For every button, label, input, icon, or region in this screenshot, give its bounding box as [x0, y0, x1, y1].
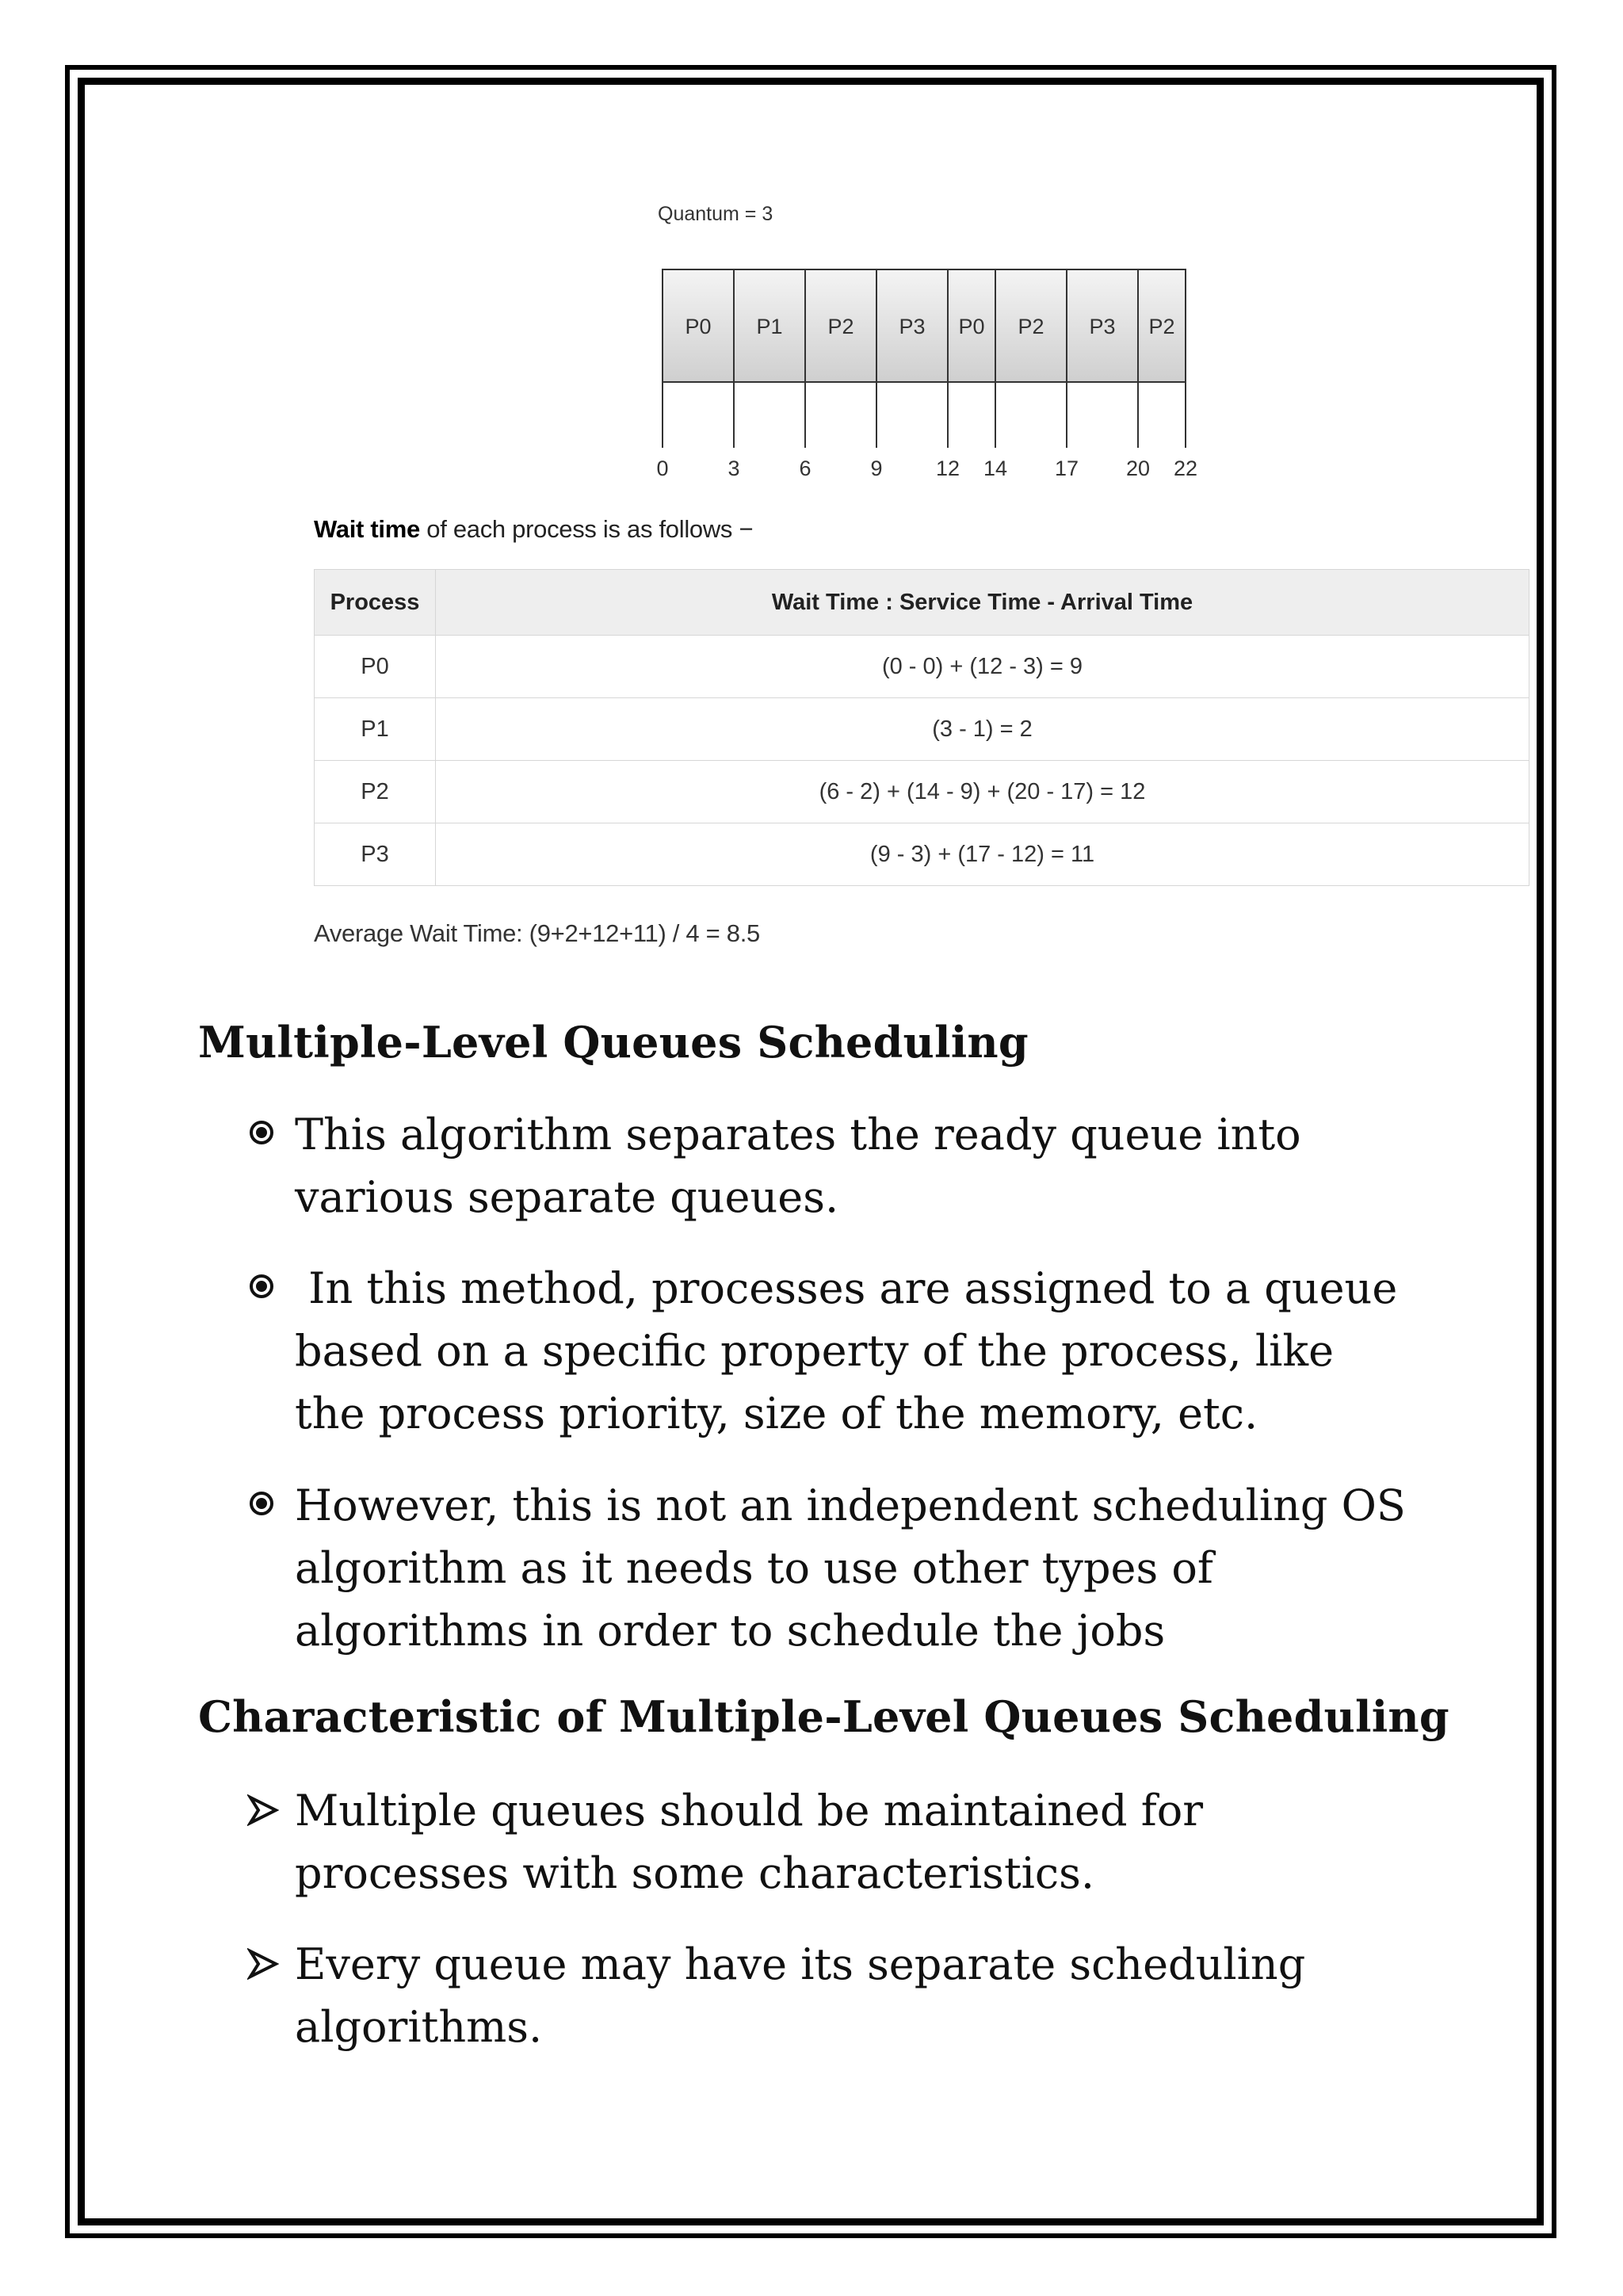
bullet-line: processes with some characteristics.	[295, 1848, 1095, 1898]
gantt-segment-label: P2	[1148, 315, 1175, 338]
bullet-line: based on a specific property of the process, like	[295, 1326, 1335, 1376]
gantt-segment-label: P0	[685, 315, 712, 338]
bullet-line: algorithms.	[295, 2002, 543, 2052]
gantt-tick-label: 9	[870, 457, 883, 480]
process-cell: P0	[315, 636, 436, 698]
bullet-line: Multiple queues should be maintained for	[295, 1786, 1204, 1836]
section-heading-mlq: Multiple-Level Queues Scheduling	[198, 1017, 1029, 1068]
gantt-title: Quantum = 3	[658, 203, 773, 225]
gantt-segment-label: P3	[899, 315, 926, 338]
table-header-row	[315, 570, 1529, 636]
bullet-line: In this method, processes are assigned to a queue	[295, 1263, 1398, 1313]
gantt-tick-label: 22	[1173, 457, 1198, 480]
gantt-segment-label: P0	[958, 315, 985, 338]
gantt-tick-label: 3	[727, 457, 740, 480]
bullet-line: Every queue may have its separate scheduling	[295, 1939, 1306, 1989]
bullet-item	[295, 1257, 1499, 1445]
wait-time-rest: of each process is as follows −	[419, 515, 754, 543]
bullet-line: algorithm as it needs to use other types of	[295, 1543, 1213, 1593]
arrow-bullet-icon	[247, 1948, 279, 1980]
table-row	[315, 636, 1529, 698]
wait-time-cell: (9 - 3) + (17 - 12) = 11	[436, 823, 1529, 886]
radio-bullet-icon	[250, 1274, 273, 1298]
gantt-tick-label: 17	[1054, 457, 1079, 480]
gantt-tick-label: 6	[799, 457, 812, 480]
wait-time-cell: (0 - 0) + (12 - 3) = 9	[436, 636, 1529, 698]
bullet-item	[295, 1103, 1499, 1228]
gantt-segment-label: P2	[827, 315, 854, 338]
process-cell: P1	[315, 698, 436, 761]
bullet-item	[295, 1474, 1499, 1662]
average-wait-time: Average Wait Time: (9+2+12+11) / 4 = 8.5	[314, 919, 760, 947]
arrow-bullet-icon	[247, 1794, 279, 1826]
wait-time-cell: (3 - 1) = 2	[436, 698, 1529, 761]
gantt-segment-label: P3	[1089, 315, 1116, 338]
wait-time-cell: (6 - 2) + (14 - 9) + (20 - 17) = 12	[436, 761, 1529, 823]
bullet-item	[295, 1933, 1499, 2058]
gantt-chart	[0, 0, 1623, 507]
section-heading-characteristic: Characteristic of Multiple-Level Queues Scheduling	[198, 1691, 1449, 1742]
wait-time-table	[314, 569, 1529, 886]
wait-time-intro	[314, 515, 753, 544]
header-process: Process	[315, 570, 436, 636]
gantt-tick-label: 12	[935, 457, 960, 480]
bullet-line: the process priority, size of the memory, etc.	[295, 1389, 1258, 1438]
bullet-line: This algorithm separates the ready queue into	[295, 1110, 1301, 1159]
process-cell: P3	[315, 823, 436, 886]
radio-bullet-icon	[250, 1492, 273, 1515]
gantt-segment-label: P1	[756, 315, 783, 338]
table-row	[315, 698, 1529, 761]
table-row	[315, 823, 1529, 886]
gantt-tick-label: 0	[656, 457, 669, 480]
gantt-tick-label: 14	[983, 457, 1008, 480]
gantt-tick-label: 20	[1125, 457, 1151, 480]
wait-time-bold: Wait time	[314, 515, 420, 543]
process-cell: P2	[315, 761, 436, 823]
table-row	[315, 761, 1529, 823]
bullet-line: However, this is not an independent scheduling OS	[295, 1480, 1406, 1530]
bullet-line: algorithms in order to schedule the jobs	[295, 1606, 1166, 1656]
gantt-segment-label: P2	[1018, 315, 1044, 338]
header-wait-time: Wait Time : Service Time - Arrival Time	[436, 570, 1529, 636]
bullet-line: various separate queues.	[295, 1172, 839, 1222]
radio-bullet-icon	[250, 1121, 273, 1144]
bullet-item	[295, 1779, 1499, 1904]
